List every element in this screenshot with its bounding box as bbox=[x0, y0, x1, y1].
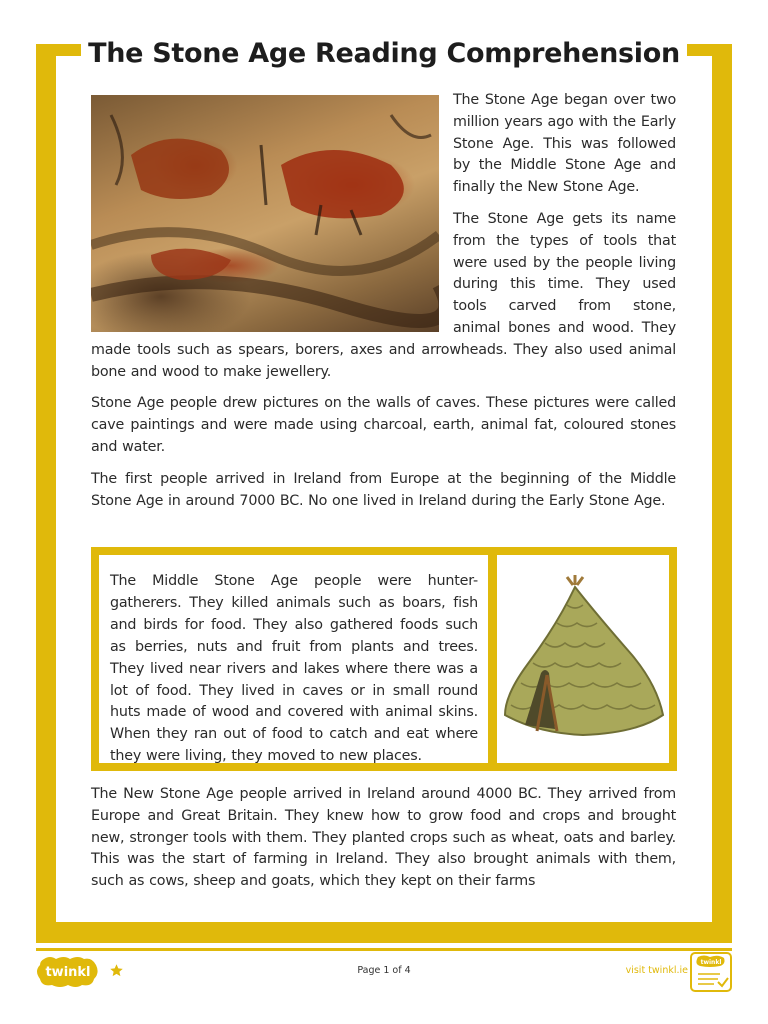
middle-stone-age-box bbox=[91, 547, 677, 771]
main-content bbox=[91, 90, 676, 522]
quality-badge-icon bbox=[690, 952, 732, 992]
footer-divider bbox=[36, 948, 732, 951]
visit-link[interactable]: visit twinkl.ie bbox=[625, 965, 688, 976]
logo-text: twinkl bbox=[45, 965, 91, 980]
twinkl-logo[interactable] bbox=[36, 955, 100, 987]
cave-painting-image bbox=[91, 95, 439, 332]
badge-text: twinkl bbox=[700, 959, 722, 966]
page-number: Page 1 of 4 bbox=[357, 965, 411, 976]
lower-content bbox=[91, 784, 676, 903]
new-stone-age-paragraph: The New Stone Age people arrived in Ireland around 4000 BC. They arrived from Europe and Great Britain. They knew how to grow food and crops and brought new, stronger tools with them. They planted crops such as wheat, oats and barley. This was the start of farming in Ireland. They also brought animals with them, such as cows, sheep and goats, which they kept on their farms bbox=[91, 786, 676, 890]
middle-stone-age-text: The Middle Stone Age people were hunter-gatherers. They killed animals such as boars, fish and birds for food. They also gathered foods such as berries, nuts and fruit from plants and trees. They lived near rivers and lakes where there was a lot of food. They lived in caves or in small round huts made of wood and covered with animal skins. When they ran out of food to catch and eat where they were living, they moved to new places. bbox=[110, 573, 478, 765]
tools-paragraph: The Stone Age gets its name from the types of tools that were used by the people living during this time. They used tools carved from stone, animal bones and wood. They made tools such as spears, borers, axes and arrowheads. They also used animal bone and wood to make jewellery. bbox=[91, 210, 676, 380]
ireland-arrival-paragraph: The first people arrived in Ireland from Europe at the beginning of the Middle Stone Age in around 7000 BC. No one lived in Ireland during the Early Stone Age. bbox=[91, 470, 676, 509]
footer-divider-thin bbox=[36, 942, 732, 943]
frame-bottom bbox=[36, 922, 732, 942]
page-title: The Stone Age Reading Comprehension bbox=[84, 32, 684, 78]
star-icon bbox=[109, 963, 124, 978]
intro-paragraph: The Stone Age began over two million years ago with the Early Stone Age. This was followed by the Middle Stone Age and finally the New Stone Age. bbox=[453, 92, 676, 196]
hut-image bbox=[497, 555, 669, 763]
frame-right bbox=[712, 44, 732, 942]
box-image-panel bbox=[497, 555, 669, 763]
box-text-panel bbox=[99, 555, 488, 763]
frame-left bbox=[36, 44, 56, 942]
cave-paintings-paragraph: Stone Age people drew pictures on the walls of caves. These pictures were called cave paintings and were made using charcoal, earth, animal fat, coloured stones and water. bbox=[91, 395, 676, 455]
